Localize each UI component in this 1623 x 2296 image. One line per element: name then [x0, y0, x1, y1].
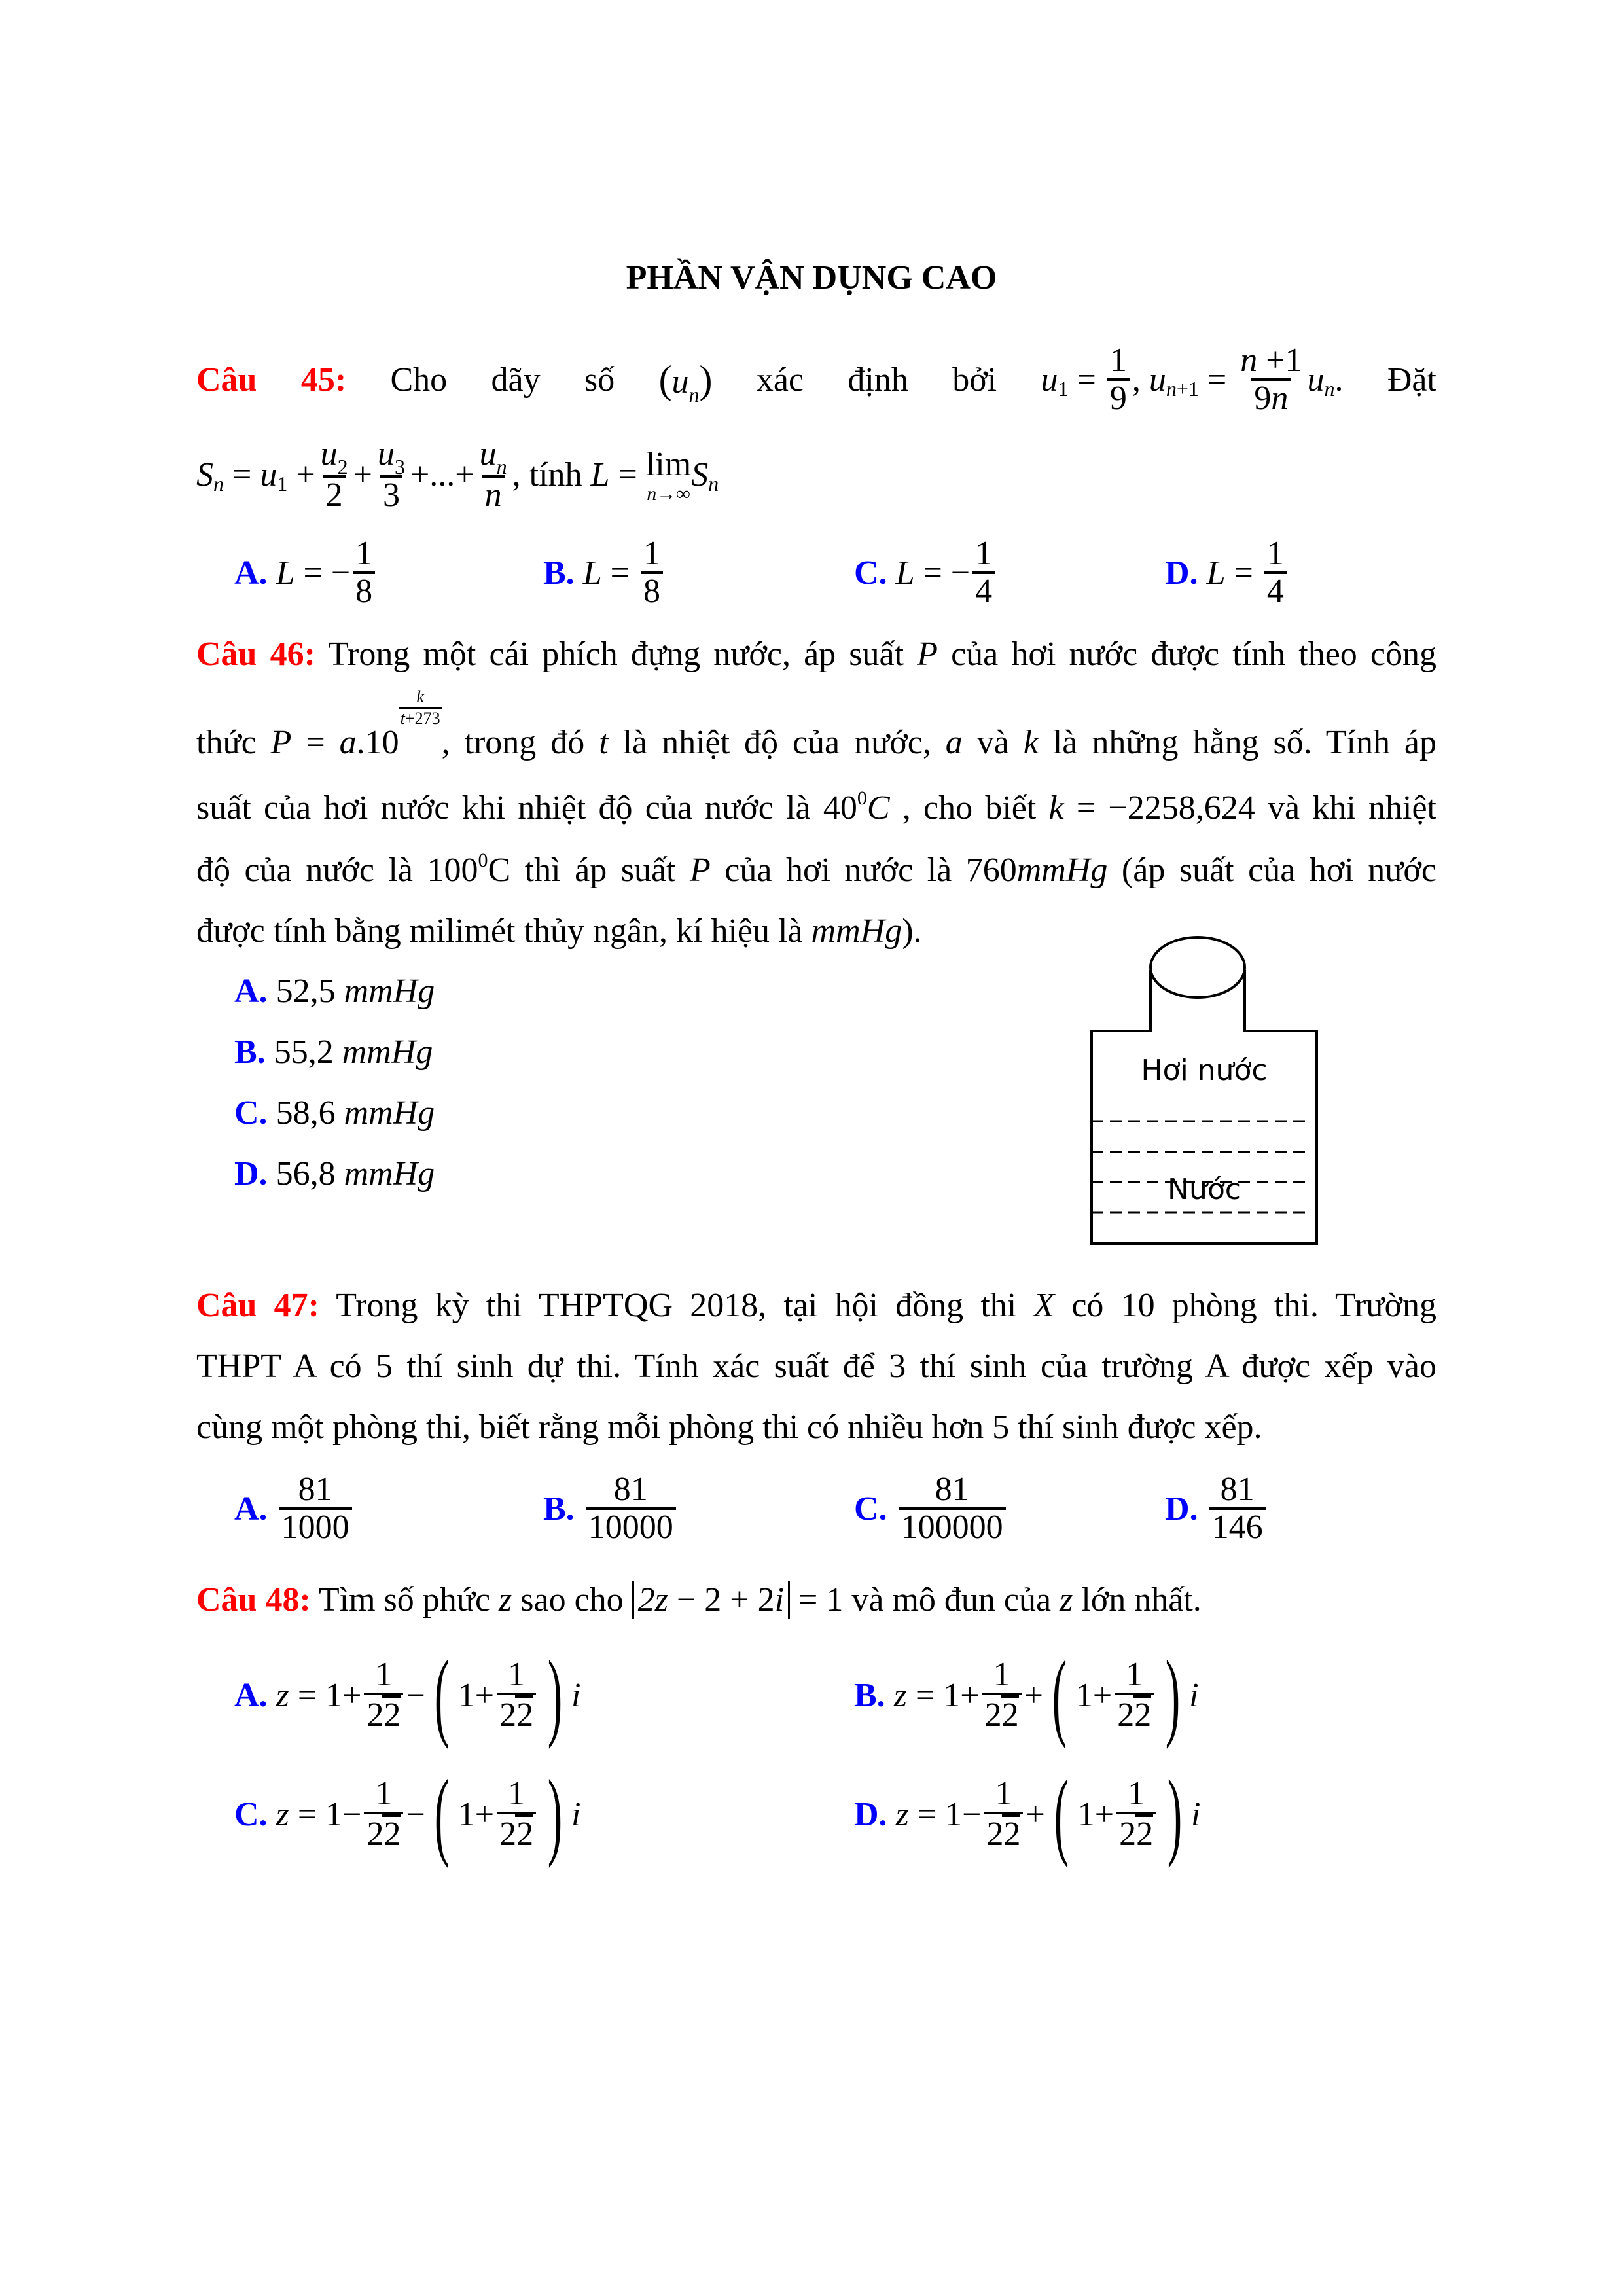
q46-option-a[interactable]: A. 52,5 mmHg — [234, 973, 435, 1010]
q48-option-d[interactable]: D. z = 1 − $\frac{1}{22}$ + ( 1+ $\frac{1}{22}$ ) i — [854, 1760, 1201, 1869]
q45-word: bởi — [952, 361, 997, 399]
q46-line-2: thức P = a.10 $\frac{k}{t+273}$ , trong đó t là nhiệt độ của nước, a và k là những hằng số. Tính áp — [196, 687, 1436, 761]
q45-sum-definition: S n = u 1 + $\frac{u_2}{2}$ + $\frac{u_3}{3}$ +...+ $\frac{u_n}{n}$ , tính L = lim n→∞ S n — [196, 435, 719, 514]
sequence-notation: $(u_n)$ — [658, 357, 713, 406]
question-number: 45: — [300, 361, 347, 399]
q47-option-a[interactable]: A. $\frac{81}{1000}$ — [234, 1466, 355, 1551]
section-title: PHẦN VẬN DỤNG CAO — [626, 259, 997, 296]
q48-option-c[interactable]: C. z = 1 − $\frac{1}{22}$ − ( 1+ $\frac{1}{22}$ ) i — [234, 1760, 581, 1869]
q48-option-b[interactable]: B. z = 1 + $\frac{1}{22}$ + ( 1+ $\frac{1}{22}$ ) i — [854, 1641, 1199, 1749]
q45-word: định — [847, 361, 908, 399]
q48-line-1: Câu 48: Tìm số phức z sao cho 2z − 2 + 2i = 1 và mô đun của z lớn nhất. — [196, 1581, 1202, 1619]
question-label: Câu 46: — [196, 636, 315, 673]
q46-line-3: suất của hơi nước khi nhiệt độ của nước là $40^0C$ , cho biết k = −2258,624 và khi nhiệt — [196, 787, 1436, 827]
q46-line-4: độ của nước là $100^0C$ thì áp suất P của hơi nước là 760mmHg (áp suất của hơi nước — [196, 850, 1437, 889]
question-45 — [196, 321, 1436, 417]
question-label: Câu — [196, 361, 257, 399]
q46-line-1: Câu 46: Trong một cái phích đựng nước, áp suất P của hơi nước được tính theo công — [196, 636, 1436, 673]
q47-option-b[interactable]: B. $\frac{81}{10000}$ — [543, 1466, 679, 1551]
q47-line-2: THPT A có 5 thí sinh dự thi. Tính xác suất để 3 thí sinh của trường A được xếp vào — [196, 1348, 1436, 1385]
q46-option-b[interactable]: B. 55,2 mmHg — [234, 1033, 433, 1071]
sequence-definition-formula: u 1 = $\frac{1}{9}$ , u n+1 = $\frac{n +1}{9n}$ u n . — [1041, 342, 1344, 417]
question-label: Câu 47: — [196, 1287, 319, 1324]
steam-label: Hơi nước — [1141, 1054, 1268, 1087]
q47-line-3: cùng một phòng thi, biết rằng mỗi phòng thi có nhiều hơn 5 thí sinh được xếp. — [196, 1408, 1262, 1446]
q45-word: dãy — [491, 361, 541, 399]
q47-line-1: Câu 47: Trong kỳ thi THPTQG 2018, tại hội đồng thi X có 10 phòng thi. Trường — [196, 1287, 1436, 1324]
q47-option-d[interactable]: D. $\frac{81}{146}$ — [1165, 1466, 1268, 1551]
q45-word: xác — [756, 361, 804, 399]
q48-option-a[interactable]: A. z = 1 + $\frac{1}{22}$ − ( 1+ $\frac{1}{22}$ ) i — [234, 1641, 581, 1749]
q45-option-a[interactable]: A. L = − $\frac{1}{8}$ — [234, 530, 378, 615]
thermos-diagram — [1080, 936, 1322, 1263]
q45-word: Cho — [390, 361, 448, 399]
q47-option-c[interactable]: C. $\frac{81}{100000}$ — [854, 1466, 1008, 1551]
water-label: Nước — [1168, 1173, 1241, 1206]
q46-option-d[interactable]: D. 56,8 mmHg — [234, 1155, 435, 1193]
q45-option-d[interactable]: D. L = $\frac{1}{4}$ — [1165, 530, 1289, 615]
thermos-outline-icon — [1080, 936, 1322, 1263]
q46-option-c[interactable]: C. 58,6 mmHg — [234, 1094, 435, 1132]
pressure-formula: P = a.10 $\frac{k}{t+273}$ — [270, 687, 440, 761]
q45-option-b[interactable]: B. L = $\frac{1}{8}$ — [543, 530, 666, 615]
q46-line-5: được tính bằng milimét thủy ngân, kí hiệu là mmHg). — [196, 912, 922, 950]
q45-word: số — [584, 361, 615, 399]
q45-word: Đặt — [1387, 361, 1436, 399]
q45-option-c[interactable]: C. L = − $\frac{1}{4}$ — [854, 530, 997, 615]
modulus-expression: 2z − 2 + 2i — [632, 1581, 790, 1619]
question-label: Câu 48: — [196, 1581, 311, 1619]
